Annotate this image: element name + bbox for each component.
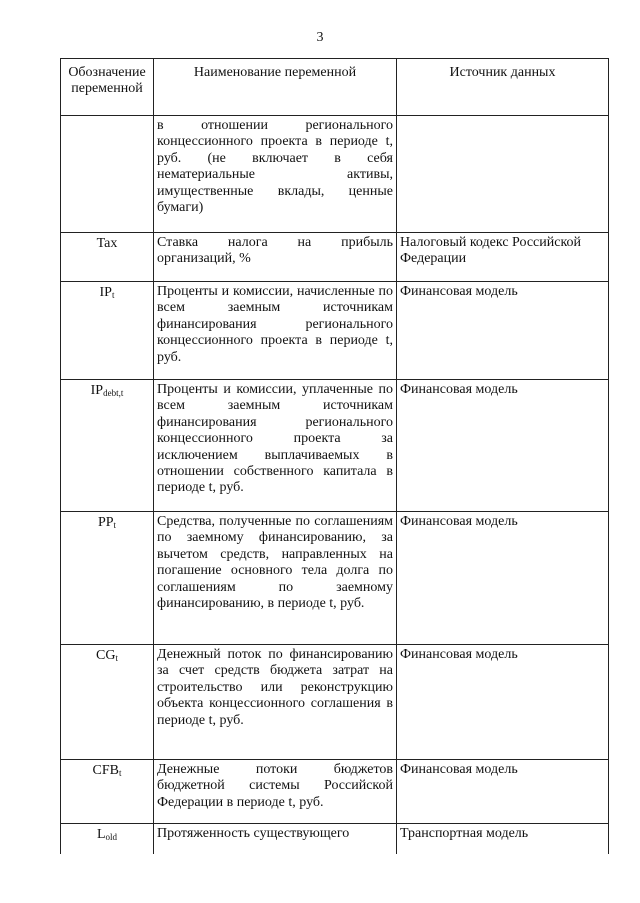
header-name: Наименование переменной — [154, 59, 397, 116]
table-row — [61, 233, 609, 282]
variable-source: Финансовая модель — [397, 282, 609, 380]
variable-symbol: $PP_t$ — [61, 512, 154, 645]
variable-source — [397, 116, 609, 233]
variable-source: Финансовая модель — [397, 380, 609, 512]
header-designation: Обозначение переменной — [61, 59, 154, 116]
variable-symbol: $L_{old}$ — [61, 824, 154, 854]
table-header-row — [61, 59, 609, 116]
variable-source: Финансовая модель — [397, 645, 609, 760]
variable-source: Налоговый кодекс Российской Федерации — [397, 233, 609, 282]
variable-symbol: $CFB_t$ — [61, 760, 154, 824]
variable-symbol: Tax — [61, 233, 154, 282]
variable-name: Протяженность существующего — [154, 824, 397, 854]
variable-name: Денежный поток по финансированию за счет средств бюджета затрат на строительство или реконструкцию объекта концессионного соглашения в периоде t, руб. — [154, 645, 397, 760]
variable-name: Проценты и комиссии, начисленные по всем заемным источникам финансирования регионального концессионного проекта в периоде t, руб. — [154, 282, 397, 380]
table-row — [61, 824, 609, 854]
variables-table — [60, 58, 609, 854]
variable-symbol: $IP_t$ — [61, 282, 154, 380]
variable-name: Денежные потоки бюджетов бюджетной системы Российской Федерации в периоде t, руб. — [154, 760, 397, 824]
variable-name: Ставка налога на прибыль организаций, % — [154, 233, 397, 282]
page-number: 3 — [316, 30, 324, 45]
variable-source: Транспортная модель — [397, 824, 609, 854]
variable-name: Проценты и комиссии, уплаченные по всем заемным источникам финансирования регионального концессионного проекта за исключением выплачиваемых в отношении собственного капитала в периоде t, руб. — [154, 380, 397, 512]
table-row — [61, 645, 609, 760]
variable-source: Финансовая модель — [397, 760, 609, 824]
variable-symbol: $CG_t$ — [61, 645, 154, 760]
variable-source: Финансовая модель — [397, 512, 609, 645]
table-row — [61, 282, 609, 380]
table-row — [61, 380, 609, 512]
table-row — [61, 512, 609, 645]
table-row — [61, 760, 609, 824]
variable-symbol: $IP_{debt,t}$ — [61, 380, 154, 512]
variable-name: в отношении регионального концессионного проекта в периоде t, руб. (не включает в себя нематериальные активы, имущественные вклады, ценные бумаги) — [154, 116, 397, 233]
variable-name: Средства, полученные по соглашениям по заемному финансированию, за вычетом средств, направленных на погашение основного тела долга по соглашениям по заемному финансированию, в периоде t, руб. — [154, 512, 397, 645]
table-row — [61, 116, 609, 233]
variable-symbol — [61, 116, 154, 233]
header-source: Источник данных — [397, 59, 609, 116]
